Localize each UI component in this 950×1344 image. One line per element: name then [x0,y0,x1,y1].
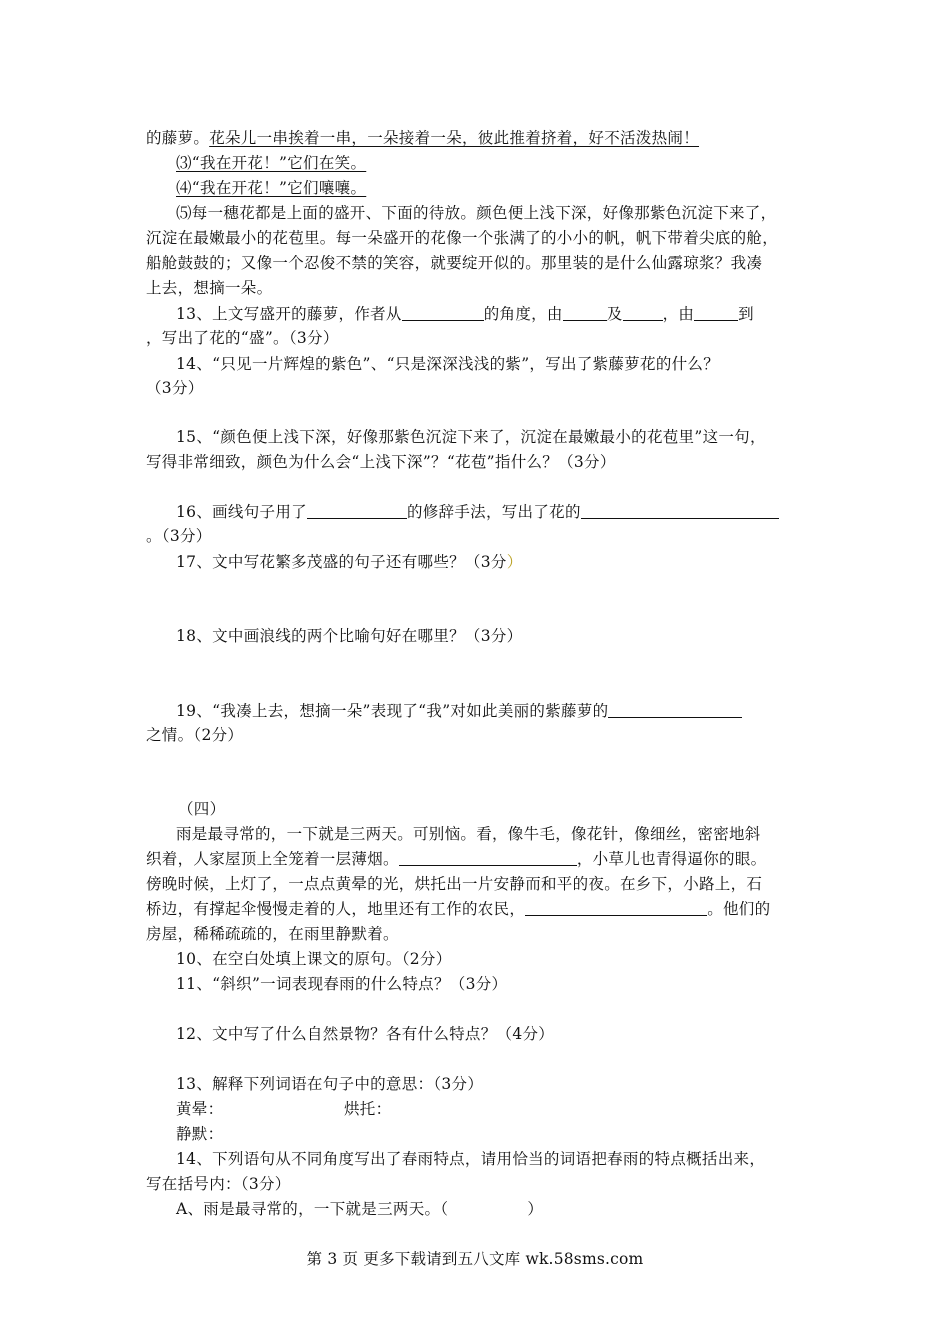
passage-4-line-5: 房屋，稀稀疏疏的，在雨里静默着。 [146,925,399,943]
question-4-11: 11、“斜织”一词表现春雨的什么特点？（3分） [176,975,508,993]
answer-blank[interactable] [399,849,577,866]
question-4-14: 14、下列语句从不同角度写出了春雨特点，请用恰当的词语把春雨的特点概括出来， [176,1150,766,1168]
paragraph-3: ⑶“我在开花！”它们在笑。 [176,154,367,172]
passage-4-line-2: 织着，人家屋顶上全笼着一层薄烟。 ，小草儿也青得逼你的眼。 [146,850,767,868]
term-hongtuo: 烘托： [344,1100,392,1118]
question-15: 15、“颜色便上浅下深，好像那紫色沉淀下来了，沉淀在最嫩最小的花苞里”这一句， [176,428,766,446]
answer-blank[interactable] [694,304,738,321]
underlined-sentence: 花朵儿一串挨着一串，一朵接着一朵，彼此推着挤着，好不活泼热闹！ [209,129,700,147]
question-18: 18、文中画浪线的两个比喻句好在哪里？（3分） [176,627,523,645]
term-huangyun: 黄晕： [176,1100,224,1118]
question-4-13: 13、解释下列词语在句子中的意思：（3分） [176,1075,484,1093]
paragraph-5-line-1: ⑸每一穗花都是上面的盛开、下面的待放。颜色便上浅下深，好像那紫色沉淀下来了， [176,204,777,222]
question-14: 14、“只见一片辉煌的紫色”、“只是深深浅浅的紫”，写出了紫藤萝花的什么？ [176,355,720,373]
question-4-14-a: A、雨是最寻常的，一下就是三两天。（ ） [176,1200,544,1218]
question-15-cont: 写得非常细致，颜色为什么会“上浅下深”？“花苞”指什么？（3分） [146,453,616,471]
passage-line-1: 的藤萝。花朵儿一串挨着一串，一朵接着一朵，彼此推着挤着，好不活泼热闹！ [146,129,700,147]
question-4-12: 12、文中写了什么自然景物？各有什么特点？（4分） [176,1025,555,1043]
answer-blank[interactable] [563,304,607,321]
passage-4-line-1: 雨是最寻常的，一下就是三两天。可别恼。看，像牛毛，像花针，像细丝，密密地斜 [176,825,761,843]
paragraph-5-line-2: 沉淀在最嫩最小的花苞里。每一朵盛开的花像一个张满了的小小的帆，帆下带着尖底的舱， [146,229,779,247]
question-4-10: 10、在空白处填上课文的原句。（2分） [176,950,452,968]
section-4-heading: （四） [178,800,226,818]
answer-blank[interactable] [525,899,707,916]
term-jingmo: 静默： [176,1125,224,1143]
answer-blank[interactable] [581,502,779,519]
paragraph-5-line-4: 上去，想摘一朵。 [146,279,273,297]
question-16: 16、画线句子用了 的修辞手法，写出了花的 [176,500,779,524]
question-13: 13、上文写盛开的藤萝，作者从 的角度，由 及 ，由 到 [176,305,754,323]
passage-4-line-4: 桥边，有撑起伞慢慢走着的人，地里还有工作的农民， 。他们的 [146,900,771,918]
question-4-14-cont: 写在括号内：（3分） [146,1175,291,1193]
question-13-cont: ，写出了花的“盛”。（3分） [146,329,339,347]
answer-blank[interactable] [608,701,742,718]
answer-blank[interactable] [307,502,407,519]
page-footer: 第 3 页 更多下载请到五八文库 wk.58sms.com [306,1250,644,1268]
question-16-cont: 。（3分） [146,527,212,545]
question-19: 19、“我凑上去，想摘一朵”表现了“我”对如此美丽的紫藤萝的 [176,699,742,723]
question-14-cont: （3分） [146,379,204,397]
answer-blank[interactable] [402,304,484,321]
question-17: 17、文中写花繁多茂盛的句子还有哪些？（3分） [176,553,523,571]
answer-blank[interactable] [623,304,663,321]
question-19-cont: 之情。（2分） [146,726,244,744]
paragraph-5-line-3: 船舱鼓鼓的；又像一个忍俊不禁的笑容，就要绽开似的。那里装的是什么仙露琼浆？我凑 [146,254,763,272]
passage-4-line-3: 傍晚时候，上灯了，一点点黄晕的光，烘托出一片安静而和平的夜。在乡下，小路上，石 [146,875,763,893]
paragraph-4: ⑷“我在开花！”它们嚷嚷。 [176,179,367,197]
